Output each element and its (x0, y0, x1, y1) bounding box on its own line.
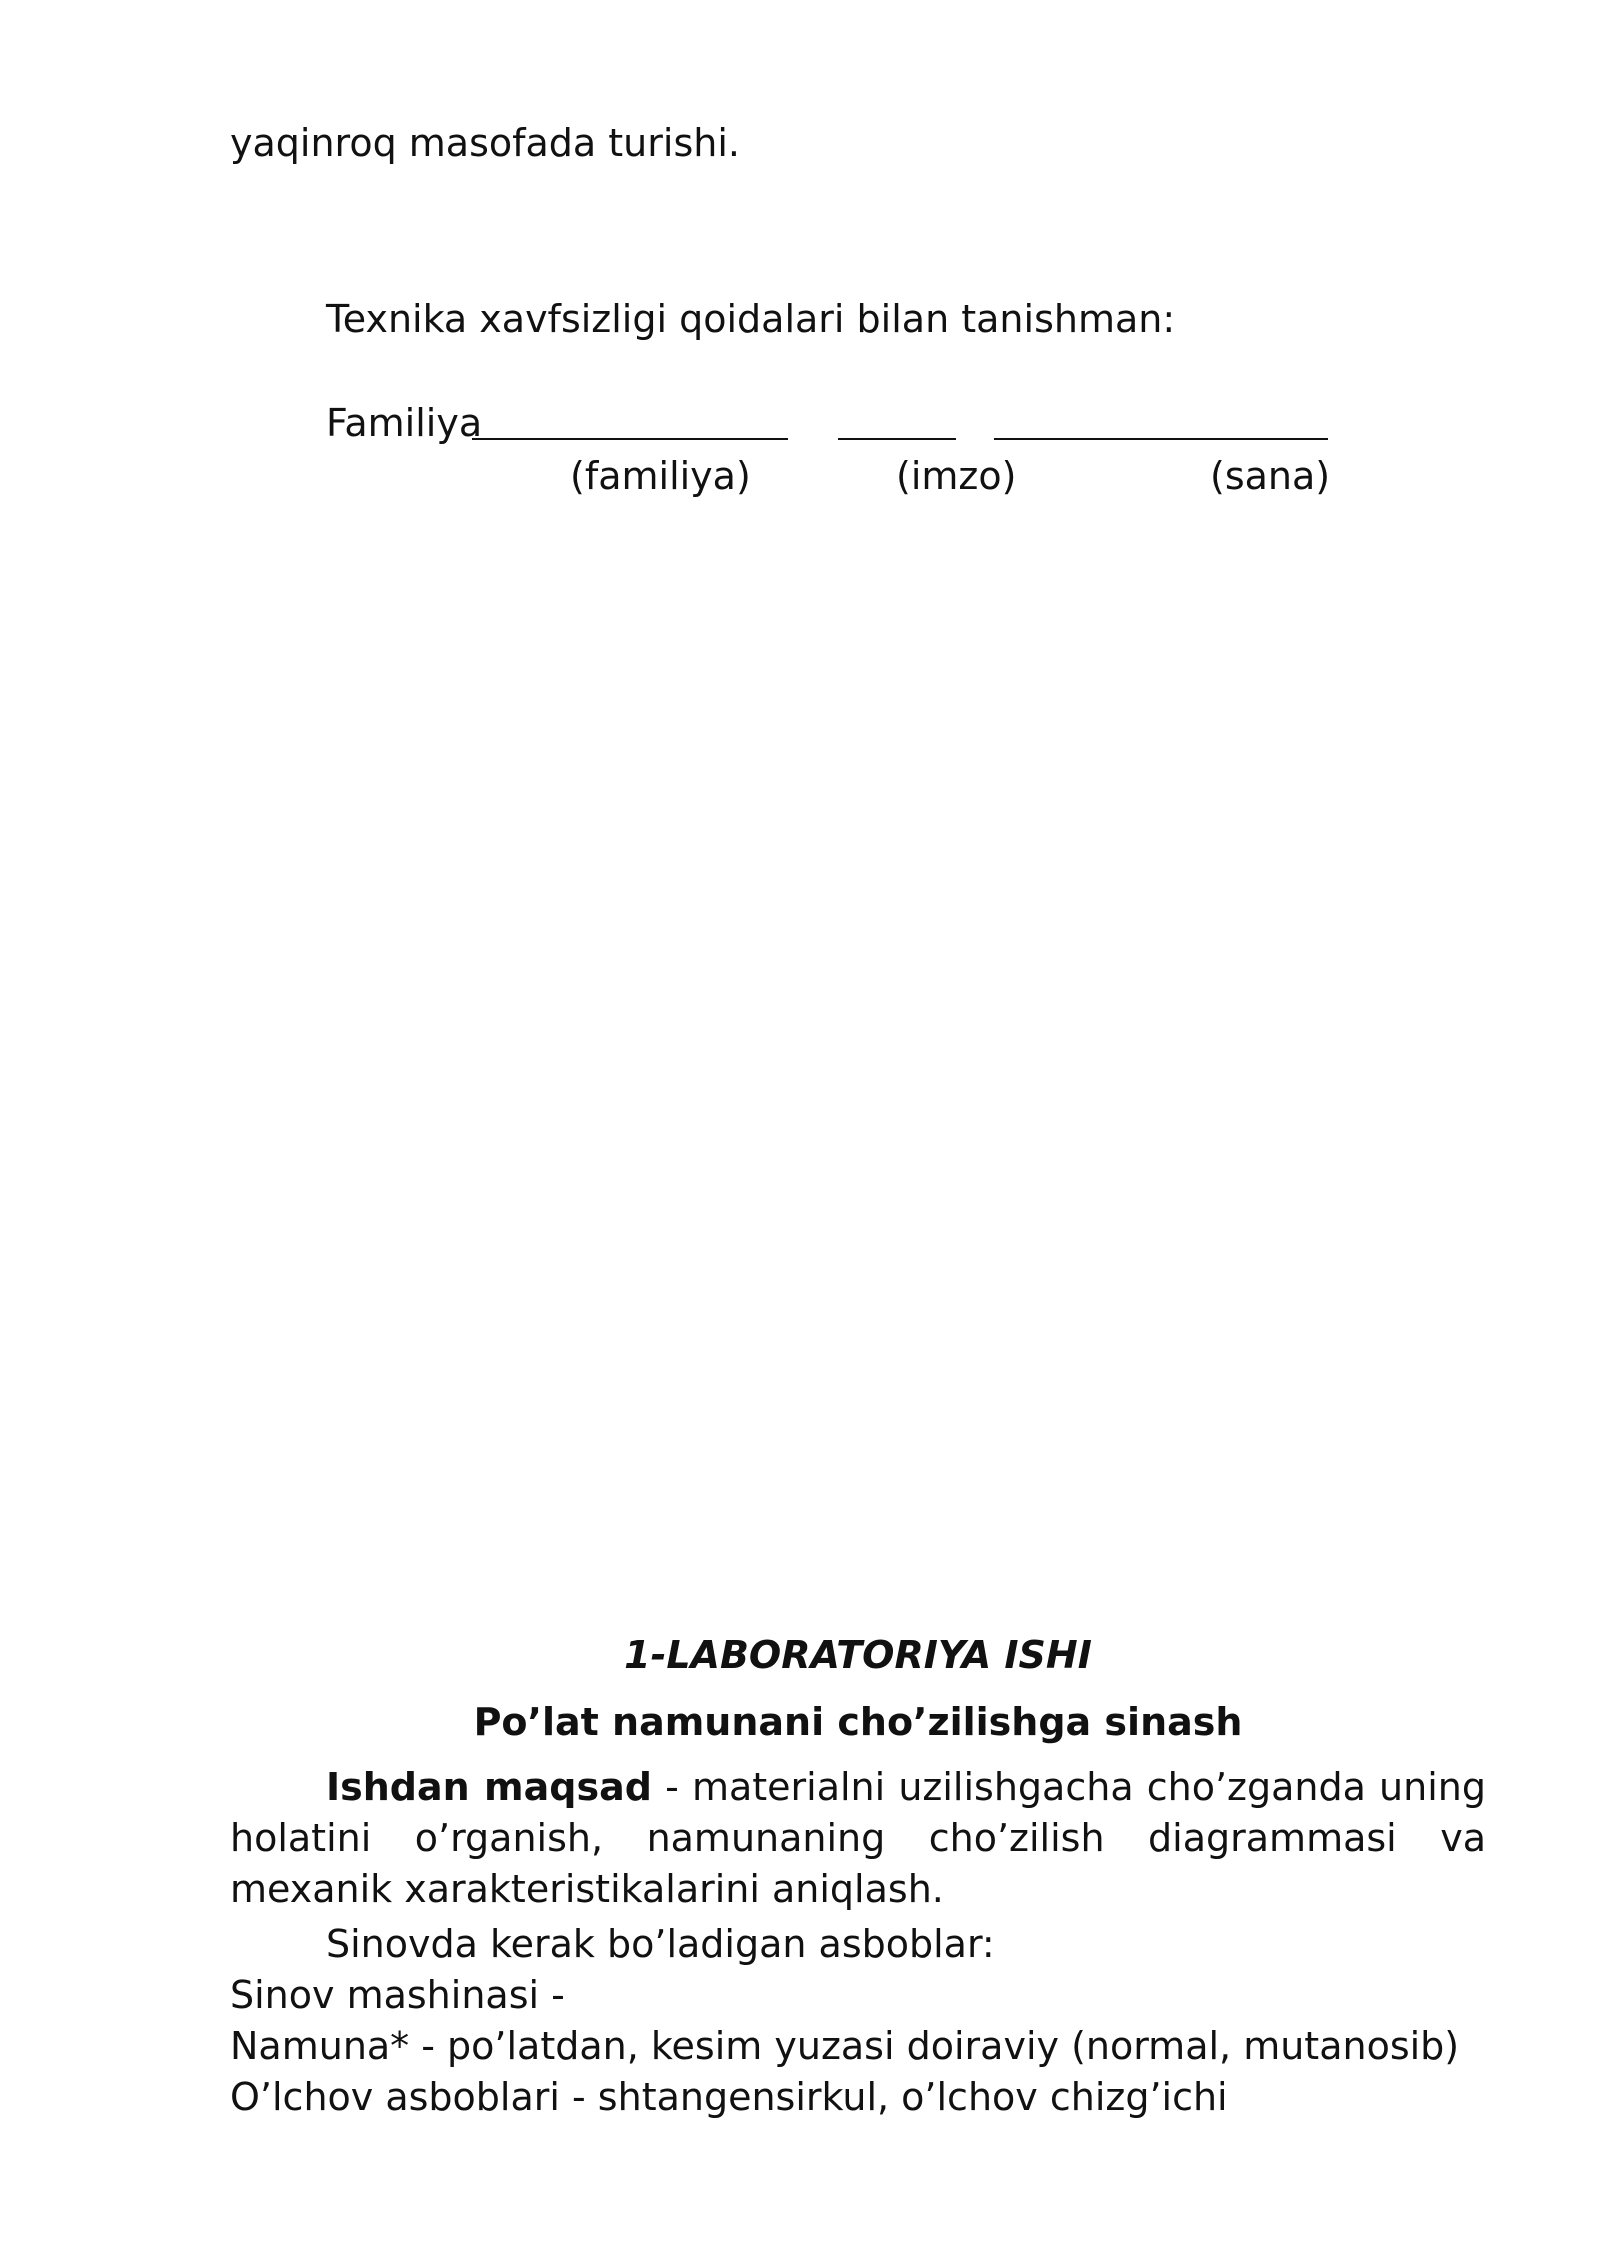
familiya-label: Familiya (326, 401, 483, 445)
lab-subtitle: Po’lat namunani cho’zilishga sinash (473, 1700, 1243, 1744)
tool-item: Namuna* - po’latdan, kesim yuzasi doiraviy (normal, mutanosib) (230, 2024, 1460, 2068)
goal-text: - materialni uzilishgacha cho’zganda uning holatini o’rganish, namunaning cho’zilish diagrammasi va mexanik xarakteristikalarini aniqlash. (230, 1765, 1486, 1911)
goal-label: Ishdan maqsad (326, 1765, 652, 1809)
caption-familiya: (familiya) (570, 454, 751, 498)
tool-item: Sinov mashinasi - (230, 1973, 565, 2017)
familiya-blank-line (472, 438, 788, 440)
tool-item: O’lchov asboblari - shtangensirkul, o’lchov chizg’ichi (230, 2075, 1228, 2119)
lab-number-title: 1-LABORATORIYA ISHI (624, 1633, 1092, 1677)
continuation-text: yaqinroq masofada turishi. (230, 121, 740, 165)
goal-paragraph (230, 1762, 1486, 1915)
caption-imzo: (imzo) (896, 454, 1017, 498)
tools-heading: Sinovda kerak bo’ladigan asboblar: (326, 1922, 995, 1966)
safety-statement: Texnika xavfsizligi qoidalari bilan tanishman: (326, 297, 1176, 341)
caption-sana: (sana) (1210, 454, 1331, 498)
imzo-blank-line (838, 438, 956, 440)
sana-blank-line (994, 438, 1328, 440)
